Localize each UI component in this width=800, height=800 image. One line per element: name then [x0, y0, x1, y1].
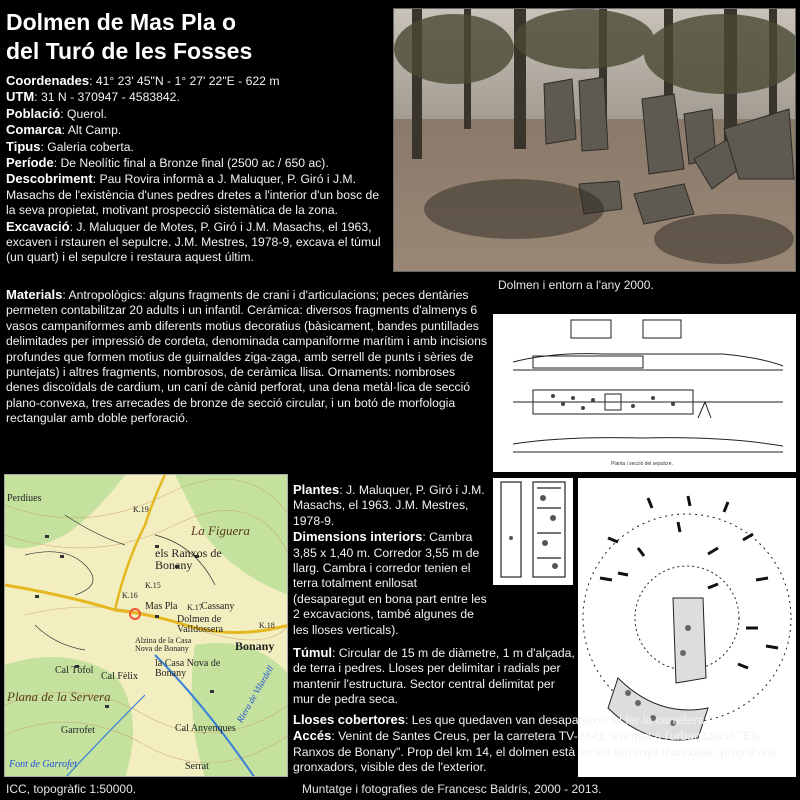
left-info-text: [6, 73, 389, 266]
info-periode: Període: De Neolític final a Bronze final (2500 ac / 650 ac).: [6, 155, 329, 171]
map-label-alzina: Alzina de la Casa Nova de Bonany: [135, 636, 192, 653]
right-info-text-top: [293, 482, 489, 638]
dolmen-section-drawing: [493, 314, 796, 472]
map-label-k16: K.16: [122, 591, 138, 600]
map-label-cal-felix: Cal Fèlix: [101, 671, 138, 682]
map-label-serrat: Serrat: [185, 761, 209, 772]
info-poblacio: Població: Querol.: [6, 105, 107, 121]
topographic-map: [4, 474, 288, 777]
info-utm: UTM: 31 N - 370947 - 4583842.: [6, 89, 180, 105]
photo-caption: Dolmen i entorn a l'any 2000.: [498, 278, 654, 292]
page-title: [6, 8, 386, 66]
map-caption: ICC, topogràfic 1:50000.: [6, 782, 137, 796]
dolmen-photo: [393, 8, 796, 272]
right-info-text-bottom: [293, 645, 575, 708]
info-acces: Accés: Venint de Santes Creus, per la carretera TV-2441, s'arriba a l'urbanització "Els Ranxos de Bonany". Prop del km 14, el dolmen està en els terrenys d'un xalet, prop d'uns gronxadors, visible des de l'exterior.: [293, 728, 777, 775]
info-dimensions: Dimensions interiors: Cambra 3,85 x 1,40 m. Corredor 3,55 m de llarg. Cambra i corredor tenien el terra totalment enllosat (desaparegut en bona part entre les 2 excavacions, també algunes de les lloses verticals).: [293, 529, 487, 637]
forest-dolmen-image: [394, 9, 796, 272]
info-tumul: Túmul: Circular de 15 m de diàmetre, 1 m d'alçada, de terra i pedres. Lloses per delimitar i radials per mantenir l'estructura. Sector central delimitat per mur de pedra seca.: [293, 645, 575, 707]
info-lloses: Lloses cobertores: Les que quedaven van desaparèixer al fer la carretera.: [293, 712, 708, 727]
plan-section-caption: Planta i secció del sepulcre.: [611, 461, 673, 467]
map-label-bonany: Bonany: [235, 639, 275, 653]
info-materials: Materials: Antropològics: alguns fragments de crani i d'articulacions; peces dentàries permeten contabilitzar 20 adults i un infantil. Cerámica: diversos fragments d'almenys 6 vasos campaniformes amb diferents motius decoratius (bàsicament, bandes puntillades delimitades per impressió de cordeta, denominada campaniforme marítim i amb incisions profundes que formen motius de guirnaldes ziga-zaga, amb serrell de punts i sèries de puntejats) i altres fragments, nombrosos, de ceràmica llisa. Ornaments: nombroses denes discoïdals de cardium, un caní de cànid perforat, una dena metàl·lica de secció plano-convexa, tres arrecades de bronze de secció circular, i un botó de morfologia rectangular amb doble perforació.: [6, 287, 487, 426]
map-label-cal-tofol: Cal Tòfol: [55, 665, 94, 676]
map-label-cassany: Cassany: [201, 601, 235, 612]
info-coordenades: Coordenades: 41° 23' 45"N - 1° 27' 22"E - 622 m: [6, 73, 280, 88]
map-label-riera: Riera de Vilardell: [234, 663, 276, 725]
info-tipus: Tipus: Galeria coberta.: [6, 138, 134, 154]
map-label-k15: K.15: [145, 581, 161, 590]
map-label-mas-pla: Mas Pla: [145, 601, 178, 612]
info-comarca: Comarca: Alt Camp.: [6, 122, 122, 138]
plan-section-drawing: [493, 314, 796, 472]
right-info-text-wide: [293, 712, 793, 776]
chamber-plan-drawing: [493, 478, 573, 585]
title-line-1: Dolmen de Mas Pla o: [6, 9, 237, 35]
map-label-figuera: La Figuera: [191, 523, 250, 538]
info-descobriment: Descobriment: Pau Rovira informà a J. Maluquer, P. Giró i J.M. Masachs de l'existència d'unes pedres dretes a l'interior d'un bosc de la seva propietat, motivant prospecció sistemàtica de la zona.: [6, 171, 380, 218]
map-label-perdiues: Perdiues: [7, 493, 42, 504]
map-label-k19: K.19: [133, 505, 149, 514]
map-label-plana: Plana de la Servera: [7, 689, 111, 704]
map-label-font: Font de Garrofet: [9, 759, 77, 770]
map-label-anyenques: Cal Anyenques: [175, 723, 236, 734]
credits-caption: Muntatge i fotografies de Francesc Baldrís, 2000 - 2013.: [302, 782, 602, 796]
title-line-2: del Turó de les Fosses: [6, 38, 253, 64]
map-label-ranxos: els Ranxos de Bonany: [155, 546, 222, 572]
map-label-garrofet: Garrofet: [61, 725, 95, 736]
map-label-casa-nova: la Casa Nova de Bonany: [155, 658, 221, 679]
map-label-dolmen: Dolmen de Valldossera: [177, 614, 224, 635]
chamber-plan-image: [493, 478, 573, 585]
map-label-k17: K.17: [187, 603, 203, 612]
info-plantes: Plantes: J. Maluquer, P. Giró i J.M. Masachs, el 1963. J.M. Mestres, 1978-9.: [293, 482, 485, 528]
info-excavacio: Excavació: J. Maluquer de Motes, P. Giró i J.M. Masachs, el 1963, excaven i rstauren el sepulcre. J.M. Mestres, 1978-9, excava el túmul (un quart) i el sepulcre i restaura aquest últim.: [6, 218, 381, 265]
map-label-k18: K.18: [259, 621, 275, 630]
